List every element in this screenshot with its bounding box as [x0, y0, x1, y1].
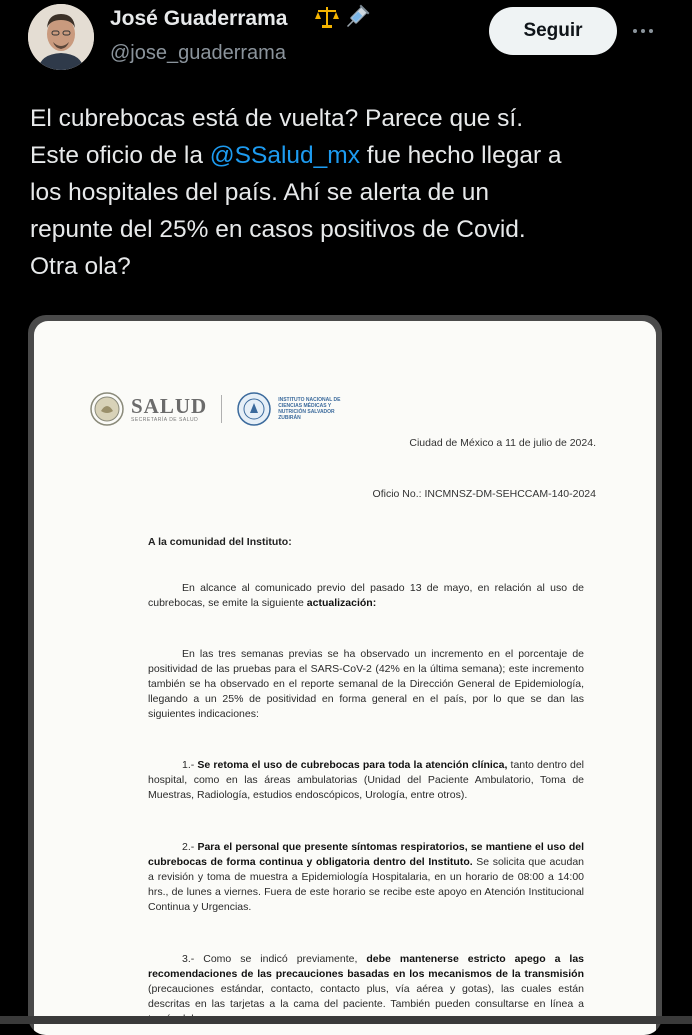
tweet-line-2-end: fue hecho llegar a [359, 142, 562, 169]
document-paragraph-2 [148, 647, 584, 722]
salud-logo-sub: SECRETARÍA DE SALUD [131, 417, 199, 423]
more-dots-icon[interactable] [628, 18, 658, 44]
document-date: Ciudad de México a 11 de julio de 2024. [409, 437, 596, 449]
document-logos [89, 387, 348, 431]
p3-text: tanto dentro del hospital, como en las áreas ambulatorias (Unidad del Paciente Ambulatorio, Toma de Muestras, Radiología, estudios endoscópicos, Urología, entre otros). [148, 759, 584, 801]
document-greeting: A la comunidad del Instituto: [148, 536, 292, 548]
handle[interactable]: @jose_guaderrama [110, 42, 286, 64]
tweet-line-2-start: Este oficio de la [30, 142, 210, 169]
p5-text-1: Como se indicó previamente, [203, 953, 367, 965]
p1-bold: actualización: [306, 597, 377, 609]
avatar-image [28, 4, 94, 70]
bottom-bar [0, 1016, 692, 1024]
p4-number: 2.- [182, 841, 198, 853]
p4-bold: Para el personal que presente síntomas respiratorios, se mantiene el uso del cubrebocas de forma continua y obligatoria dentro del Instituto. [148, 841, 585, 868]
document-oficio: Oficio No.: INCMNSZ-DM-SEHCCAM-140-2024 [372, 488, 596, 500]
document-paragraph-3 [148, 758, 584, 803]
institute-logo-text: INSTITUTO NACIONAL DE CIENCIAS MÉDICAS Y NUTRICIÓN SALVADOR ZUBIRÁN [278, 397, 341, 421]
p1-text: En alcance al comunicado previo del pasado 13 de mayo, en relación al uso de cubrebocas, se emite la siguiente [148, 582, 584, 609]
display-name[interactable]: José Guaderrama [110, 7, 288, 30]
follow-button[interactable]: Seguir [489, 7, 617, 55]
p5-bold: debe mantenerse estricto apego a las recomendaciones de las precauciones basadas en los mecanismos de la transmisión [148, 953, 584, 980]
tweet-header [0, 0, 692, 80]
syringe-icon [342, 4, 370, 37]
document-paragraph-4 [148, 840, 584, 915]
logo-divider [221, 395, 222, 423]
p5-number: 3.- [182, 953, 204, 965]
p3-bold: Se retoma el uso de cubrebocas para toda la atención clínica, [197, 759, 508, 771]
tweet-text [30, 100, 670, 285]
mention-link[interactable]: @SSalud_mx [209, 142, 360, 169]
salud-logo-text: SALUD [131, 394, 208, 418]
institute-seal-icon [236, 391, 272, 427]
name-emojis [314, 4, 370, 37]
scales-icon [314, 4, 340, 37]
p5-text-2: (precauciones estándar, contacto, contacto plus, vía aérea y gotas), las cuales están descritas en las tarjetas a la cama del paciente. También pueden consultarse en línea a [148, 983, 584, 1010]
mexico-seal-icon [89, 391, 125, 427]
media-attachment[interactable] [28, 315, 662, 1035]
p3-number: 1.- [182, 759, 198, 771]
tweet-line-1: El cubrebocas está de vuelta? Parece que sí. [30, 105, 524, 132]
document-image [34, 321, 656, 1035]
avatar[interactable] [28, 4, 94, 70]
p2-text: En las tres semanas previas se ha observado un incremento en el porcentaje de positividad de las pruebas para el SARS-CoV-2 (42% en la última semana); este incremento también se ha observado en el reporte semanal de la Dirección General de Epidemiología, llegando a un 25% de positividad en forma general en el país, por lo que se dan las siguientes indicaciones: [148, 648, 584, 720]
document-paragraph-1 [148, 581, 584, 611]
p4-text: Se solicita que acudan a revisión y toma de muestra a Epidemiología Hospitalaria, en un horario de 08:00 a 14:00 hrs., de lunes a viernes. Fuera de este horario se recibe este apoyo en Atención Institucional Continua y Urgencias. [148, 856, 584, 913]
tweet-rest: los hospitales del país. Ahí se alerta de un repunte del 25% en casos positivos de Covid. Otra ola? [30, 179, 526, 280]
